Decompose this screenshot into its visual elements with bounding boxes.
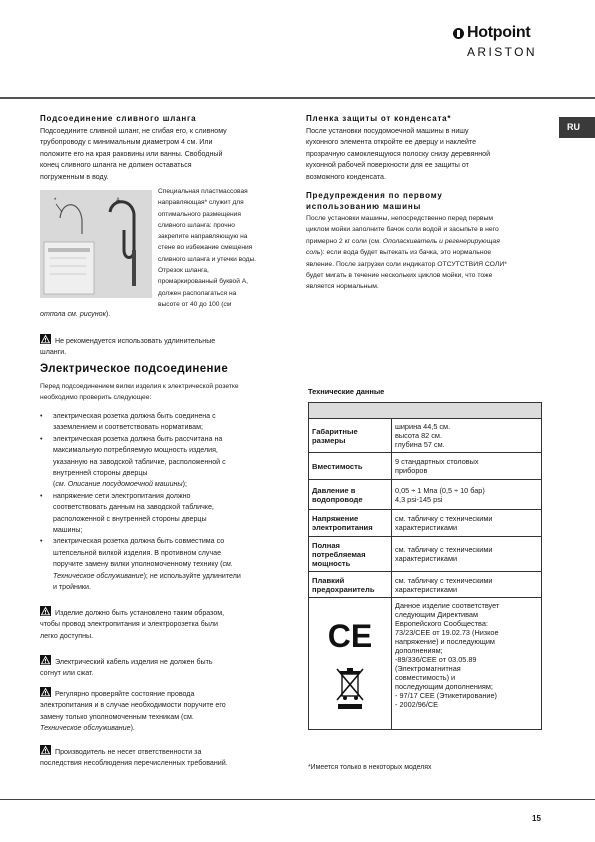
list-item: • электрическая розетка должна быть рассчитана на максимальную потребляемую мощность изделия, указанную на заводской табличке, расположенной с внутренней стороны дверцы (см. Описание посудомоечной машины); bbox=[40, 434, 290, 491]
first-use-text: После установки машины, непосредственно перед первым циклом мойки заполните бачок соли водой и засыпьте в него примерно 2 кг соли (см. Ополаскиватель и регенерирующая соль): если вода будет вытекать из бачка, это нормальное явление. После загрузки соли индикатор ОТСУТСТВИЯ СОЛИ* будет мигать в течение нескольких циклов мойки, что тоже является нормальным. bbox=[306, 215, 507, 291]
warning-icon bbox=[40, 745, 51, 755]
footnote: *Имеется только в некоторых моделях bbox=[308, 764, 432, 771]
warning-liability: Производитель не несет ответственности за последствия несоблюдения перечисленных требований. bbox=[40, 745, 290, 770]
list-item: • электрическая розетка должна быть совместима со штепсельной вилкой изделия. В противном случае поручите замену вилки уполномоченному технику (см. Техническое обслуживание); не используйте удлинители и тройники. bbox=[40, 536, 290, 593]
hotpoint-ariston-logo bbox=[453, 24, 573, 70]
table-row: Плавкий предохранитель см. табличку с техническими характеристиками bbox=[309, 572, 542, 598]
svg-text:*: * bbox=[54, 198, 57, 204]
brand-name: Hotpoint bbox=[467, 24, 531, 41]
list-item: • электрическая розетка должна быть соединена с заземлением и соответствовать нормативам; bbox=[40, 411, 290, 434]
warning-inspect: Регулярно проверяйте состояние провода электропитания и в случае необходимости поручите его замену только уполномоченным техникам (см. Техническое обслуживание). bbox=[40, 687, 290, 735]
warning-icon bbox=[40, 334, 51, 344]
footer-rule bbox=[0, 799, 595, 800]
drain-hose-figure bbox=[40, 190, 152, 298]
table-row: CE Данное изделие соответствует следующим Директивам Европейского Сообщества: 73/23/CEE от 19.02.73 (Низкое напряжение) и последующим дополнениям; -89/336/CEE от 03.05.89 (Электромагнитная совместимость) и последующим дополнениям; - 97/17 CEE (Этикетирование) - 2002/96/CE bbox=[309, 598, 542, 730]
condensation-text: После установки посудомоечной машины в нишу кухонного элемента откройте ее дверцу и наклейте прозрачную самоклеящуюся полоску снизу деревянной кухонной рабочей поверхности для ее защиты от возможного конденсата. bbox=[306, 127, 491, 181]
drain-title: Подсоединение сливного шланга bbox=[40, 114, 197, 123]
condensation-title: Пленка защиты от конденсата* bbox=[306, 114, 452, 123]
table-row: Давление в водопроводе 0,05 ÷ 1 Мпа (0,5 ÷ 10 бар) 4,3 psi-145 psi bbox=[309, 480, 542, 510]
extension-warning: Не рекомендуется использовать удлинительные шланги. bbox=[40, 334, 280, 359]
warning-icon bbox=[40, 655, 51, 665]
warning-cable: Электрический кабель изделия не должен быть согнут или сжат. bbox=[40, 655, 290, 680]
header-rule bbox=[0, 97, 595, 99]
electrical-title: Электрическое подсоединение bbox=[40, 363, 229, 375]
tech-data-table bbox=[308, 402, 542, 730]
warning-icon bbox=[40, 606, 51, 616]
figure-caption-tail: отпола см. рисунок). bbox=[40, 310, 111, 318]
brand-sub: ARISTON bbox=[467, 45, 537, 59]
svg-text:CE: CE bbox=[327, 617, 373, 654]
tech-data-title: Технические данные bbox=[308, 387, 385, 396]
table-row: Вместимость 9 стандартных столовых приборов bbox=[309, 453, 542, 480]
electrical-checklist bbox=[40, 411, 290, 594]
ce-mark-icon bbox=[323, 616, 377, 654]
first-use-title: Предупреждения по первому использованию машины bbox=[306, 191, 443, 211]
table-row: Полная потребляемая мощность см. табличку с техническими характеристиками bbox=[309, 537, 542, 572]
language-tab: RU bbox=[559, 117, 595, 138]
figure-caption: Специальная пластмассовая направляющая* служит для оптимального размещения сливного шланга: прочно закрепите направляющую на стене во избежание смещения сливного шланга и утечки воды. Отрезок шланга, промаркированный буквой A, должен располагаться на высоте от 40 до 100 (см bbox=[158, 188, 257, 308]
weee-bin-icon bbox=[333, 666, 367, 710]
power-icon bbox=[453, 28, 464, 39]
page-number: 15 bbox=[532, 814, 541, 823]
drain-text: Подсоедините сливной шланг, не сгибая его, к сливному трубопроводу с минимальным диаметром 4 см. Или положите его на края раковины или ванны. Свободный конец сливного шланга не должен оставаться погруженным в воду. bbox=[40, 127, 227, 181]
table-header-row bbox=[309, 403, 542, 419]
electrical-intro: Перед подсоединением вилки изделия к электрической розетке необходимо проверить следующее: bbox=[40, 383, 239, 402]
warning-icon bbox=[40, 687, 51, 697]
list-item: • напряжение сети электропитания должно соответствовать данным на заводской табличке, расположенной с внутренней стороны дверцы машины; bbox=[40, 491, 290, 537]
table-row: Напряжение электропитания см. табличку с техническими характеристиками bbox=[309, 510, 542, 537]
table-row: Габаритные размеры ширина 44,5 см. высота 82 см. глубина 57 см. bbox=[309, 419, 542, 453]
figure-label-a: A bbox=[116, 198, 121, 204]
warning-access: Изделие должно быть установлено таким образом, чтобы провод электропитания и электророзетка были легко доступны. bbox=[40, 606, 290, 642]
